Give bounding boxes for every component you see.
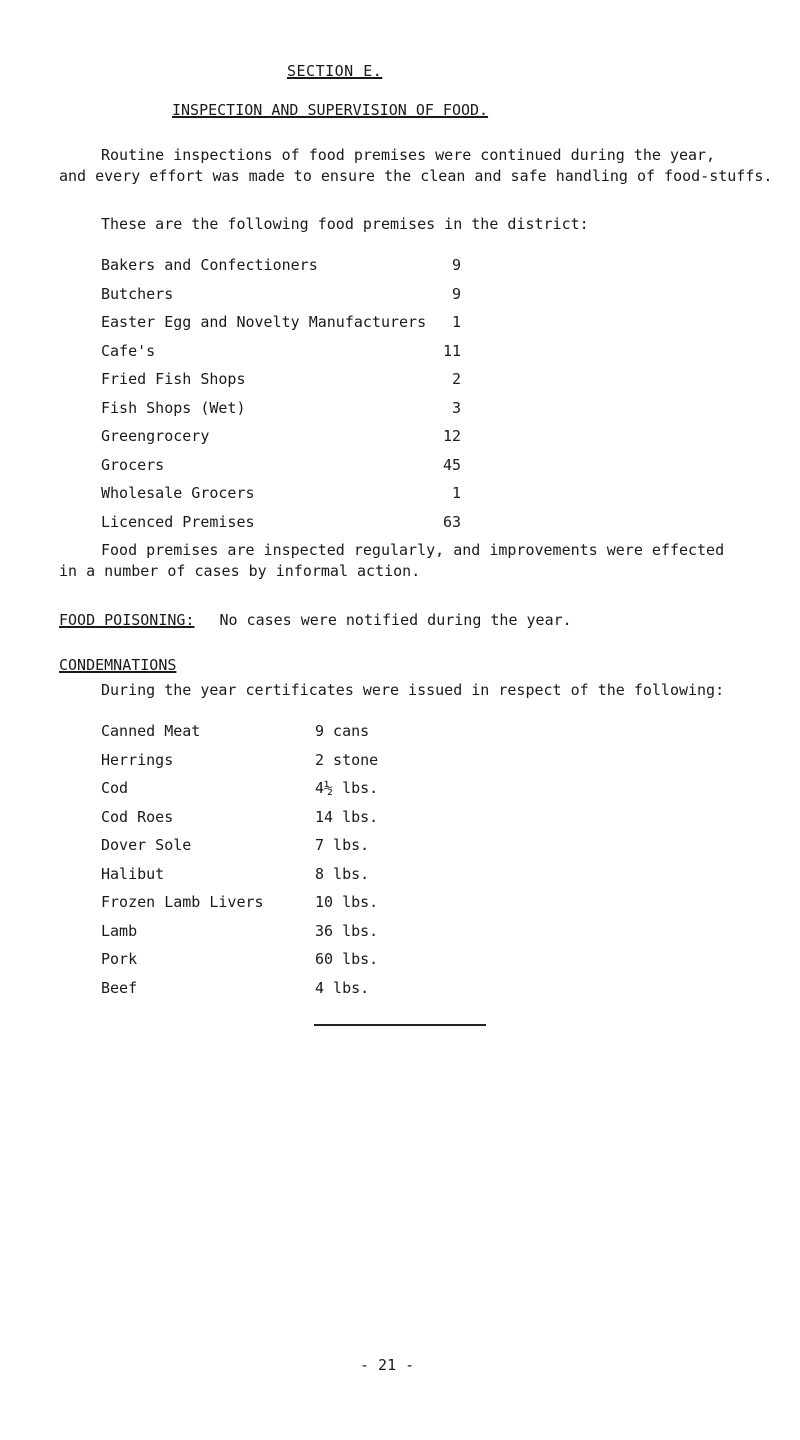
condemned-item: Cod Roes — [101, 807, 174, 826]
premises-count: 3 — [451, 398, 461, 417]
condemned-quantity: 2 stone — [315, 750, 379, 769]
page-number: - 21 - — [360, 1356, 415, 1374]
list-item — [101, 808, 521, 837]
page-title: INSPECTION AND SUPERVISION OF FOOD. — [172, 101, 489, 119]
premises-count: 9 — [451, 256, 461, 274]
list-item — [101, 399, 461, 428]
premises-name: Bakers and Confectioners — [101, 256, 318, 274]
list-item — [101, 484, 461, 513]
condemned-quantity: 8 lbs. — [315, 864, 370, 883]
list-item — [101, 950, 521, 979]
food-poisoning-text: No cases were notified during the year. — [219, 611, 572, 629]
condemned-quantity: 9 cans — [315, 722, 370, 740]
condemnations-heading: CONDEMNATIONS — [59, 656, 177, 674]
section-label: SECTION E. — [287, 62, 383, 80]
list-item — [101, 836, 521, 865]
premises-name: Fish Shops (Wet) — [101, 398, 246, 417]
premises-count: 12 — [442, 427, 461, 445]
premises-count: 1 — [451, 313, 461, 331]
condemnations-intro: During the year certificates were issued in respect of the following: — [101, 681, 725, 699]
condemned-quantity: 4 lbs. — [315, 978, 370, 997]
condemned-item: Cod — [101, 779, 129, 797]
premises-count: 11 — [442, 341, 461, 360]
list-item — [101, 979, 521, 1008]
list-item — [101, 342, 461, 371]
list-item — [101, 722, 521, 751]
premises-count: 9 — [451, 284, 461, 303]
condemned-quantity: 4½ lbs. — [315, 779, 379, 797]
condemned-quantity: 10 lbs. — [315, 893, 379, 911]
condemned-quantity: 7 lbs. — [315, 836, 370, 854]
premises-name: Grocers — [101, 455, 165, 474]
premises-count: 1 — [451, 484, 461, 502]
premises-name: Cafe's — [101, 341, 156, 360]
premises-count: 63 — [442, 512, 461, 531]
condemned-item: Dover Sole — [101, 836, 192, 854]
list-item — [101, 865, 521, 894]
premises-name: Butchers — [101, 284, 174, 303]
list-item — [101, 456, 461, 485]
condemned-item: Frozen Lamb Livers — [101, 893, 264, 911]
list-item — [101, 893, 521, 922]
inspection-line-1: Food premises are inspected regularly, and improvements were effected — [101, 541, 725, 559]
list-item — [101, 313, 461, 342]
premises-count: 45 — [442, 455, 461, 474]
condemned-item: Herrings — [101, 750, 174, 769]
premises-name: Greengrocery — [101, 427, 210, 445]
food-poisoning-paragraph — [59, 610, 572, 631]
condemned-quantity: 14 lbs. — [315, 807, 379, 826]
premises-name: Easter Egg and Novelty Manufacturers — [101, 313, 427, 331]
condemned-quantity: 60 lbs. — [315, 950, 379, 968]
list-item — [101, 256, 461, 285]
condemned-item: Beef — [101, 978, 138, 997]
inspection-line-2: in a number of cases by informal action. — [59, 562, 421, 580]
list-item — [101, 427, 461, 456]
list-item — [101, 751, 521, 780]
list-item — [101, 285, 461, 314]
premises-intro: These are the following food premises in the district: — [101, 215, 589, 233]
condemned-item: Lamb — [101, 921, 138, 940]
premises-name: Wholesale Grocers — [101, 484, 255, 502]
premises-name: Licenced Premises — [101, 512, 255, 531]
condemned-item: Halibut — [101, 864, 165, 883]
condemned-quantity: 36 lbs. — [315, 921, 379, 940]
list-item — [101, 370, 461, 399]
premises-count: 2 — [451, 370, 461, 388]
intro-line-2: and every effort was made to ensure the clean and safe handling of food-stuffs. — [59, 167, 773, 185]
intro-line-1: Routine inspections of food premises were continued during the year, — [101, 146, 716, 164]
food-poisoning-label: FOOD POISONING: — [59, 611, 195, 629]
divider-rule — [314, 1024, 486, 1026]
premises-list — [101, 256, 461, 541]
condemnations-list — [101, 722, 521, 1007]
list-item — [101, 779, 521, 808]
condemned-item: Pork — [101, 950, 138, 968]
condemned-item: Canned Meat — [101, 722, 201, 740]
list-item — [101, 922, 521, 951]
list-item — [101, 513, 461, 542]
premises-name: Fried Fish Shops — [101, 370, 246, 388]
